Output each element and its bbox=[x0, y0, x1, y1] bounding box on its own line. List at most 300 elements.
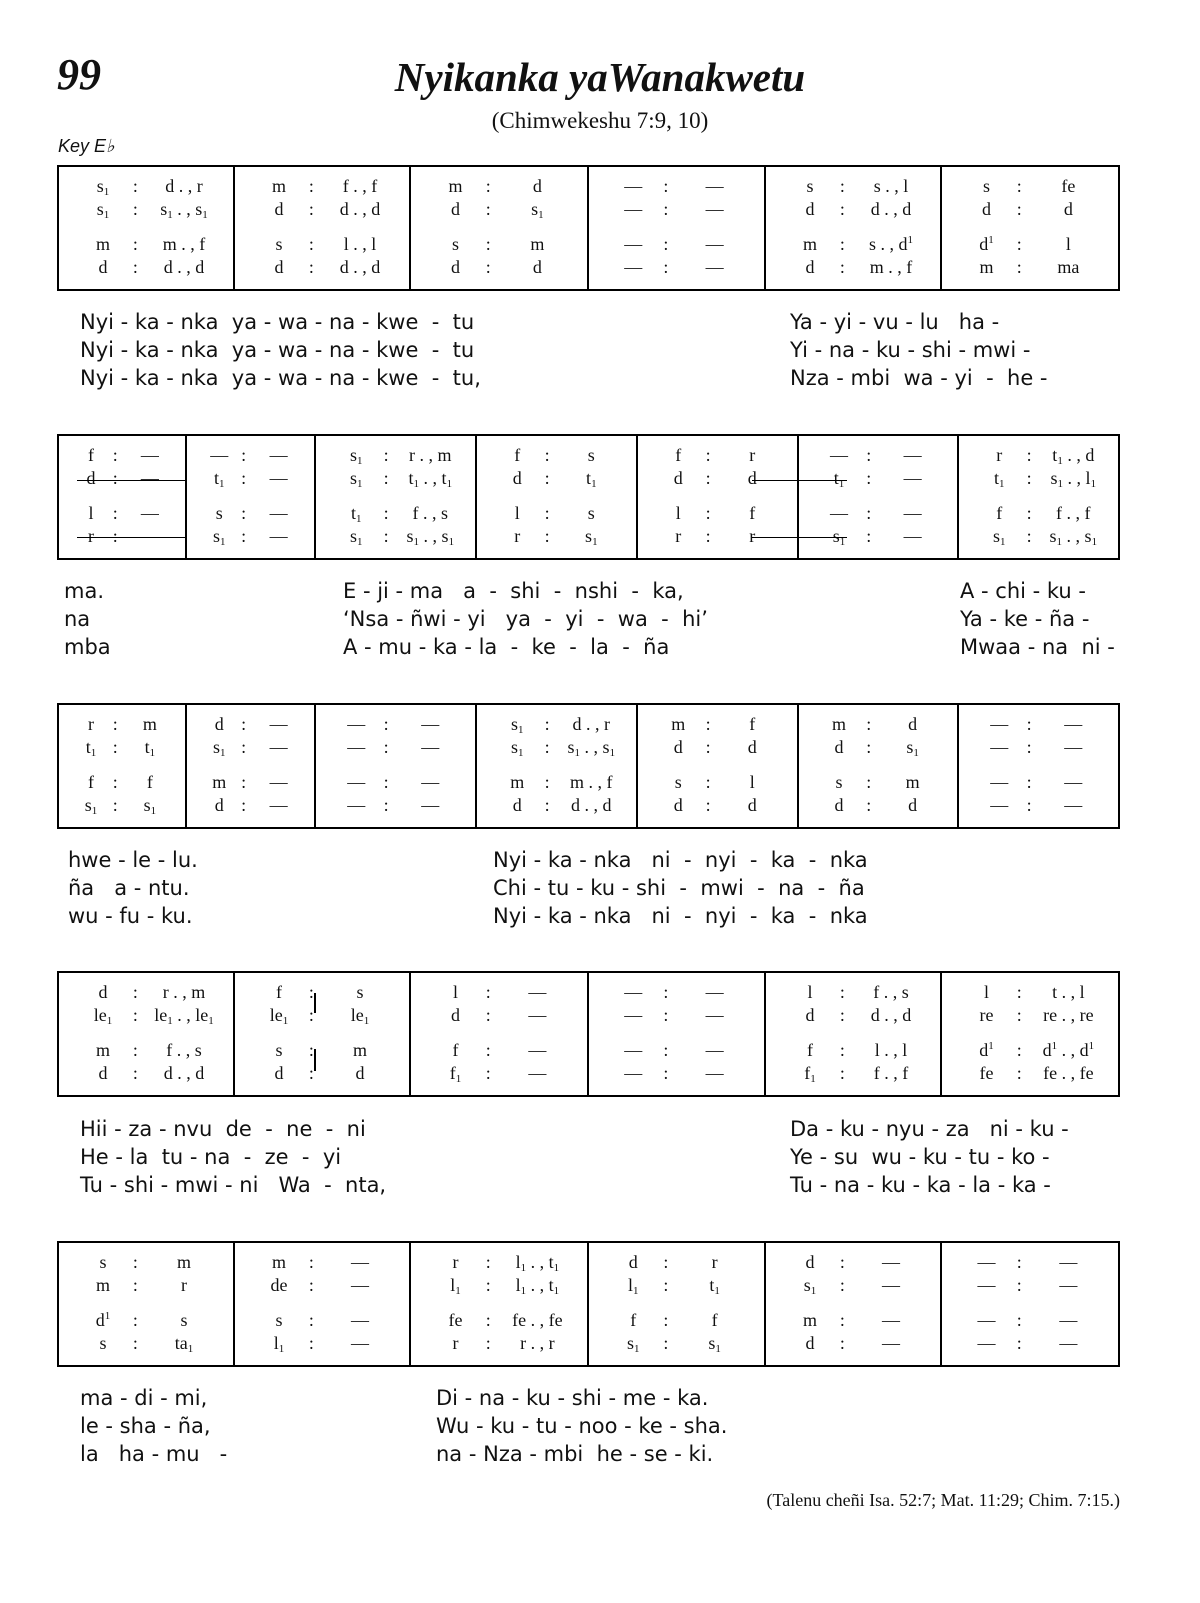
note-beat: — bbox=[881, 1275, 900, 1295]
beat-separator: : bbox=[485, 1005, 491, 1025]
bar-line bbox=[475, 436, 477, 558]
note-beat: m bbox=[510, 772, 525, 792]
note-beat: — bbox=[624, 982, 643, 1002]
beat-separator: : bbox=[308, 176, 314, 196]
note-beat: f . , f bbox=[1056, 503, 1091, 523]
note-beat: d bbox=[274, 257, 284, 277]
beat-separator: : bbox=[839, 1310, 845, 1330]
note-beat: l . , l bbox=[343, 234, 377, 254]
note-beat: d . , d bbox=[571, 795, 612, 815]
beat-separator: : bbox=[241, 445, 247, 465]
beat-separator: : bbox=[866, 445, 872, 465]
note-beat: — bbox=[1059, 1333, 1078, 1353]
note-beat: d bbox=[805, 257, 815, 277]
hymn-title: Nyikanka yaWanakwetu bbox=[394, 54, 806, 100]
lyric-line: Yi - na - ku - shi - mwi - bbox=[790, 338, 1031, 362]
note-beat: $s_1$ bbox=[349, 468, 363, 490]
note-beat: — bbox=[421, 795, 440, 815]
note-beat: $s_1$ . , $s_1$ bbox=[160, 199, 208, 221]
note-beat: $d^1$ bbox=[95, 1310, 111, 1330]
note-beat: m bbox=[271, 1252, 286, 1272]
staff-system bbox=[57, 703, 1120, 829]
note-beat: — bbox=[1064, 737, 1083, 757]
bar-line bbox=[314, 705, 316, 827]
beat-separator: : bbox=[866, 526, 872, 546]
note-beat: m bbox=[448, 176, 463, 196]
note-beat: — bbox=[977, 1310, 996, 1330]
note-beat: $s_1$ bbox=[803, 1275, 817, 1297]
note-beat: d bbox=[450, 257, 460, 277]
note-beat: — bbox=[881, 1333, 900, 1353]
note-beat: — bbox=[705, 234, 724, 254]
beat-separator: : bbox=[663, 1063, 669, 1083]
note-beat: $t_1$ bbox=[144, 737, 156, 759]
bar-line bbox=[797, 436, 799, 558]
lyric-line: ma - di - mi, bbox=[80, 1386, 208, 1410]
lyric-line: Mwaa - na ni - bbox=[960, 635, 1115, 659]
beat-separator: : bbox=[383, 737, 389, 757]
beat-separator: : bbox=[705, 714, 711, 734]
beat-separator: : bbox=[241, 468, 247, 488]
beat-separator: : bbox=[1016, 1310, 1022, 1330]
beat-separator: : bbox=[112, 795, 118, 815]
beat-separator: : bbox=[1016, 199, 1022, 219]
beat-separator: : bbox=[1016, 234, 1022, 254]
key-signature: Key E♭ bbox=[58, 136, 115, 156]
note-beat: — bbox=[977, 1252, 996, 1272]
note-beat: s bbox=[806, 176, 814, 196]
note-beat: $t_1$ bbox=[213, 468, 225, 490]
beat-separator: : bbox=[839, 257, 845, 277]
lyric-line: Nyi - ka - nka ni - nyi - ka - nka bbox=[493, 904, 868, 928]
bar-line bbox=[233, 167, 235, 289]
note-beat: — bbox=[347, 714, 366, 734]
beat-separator: : bbox=[132, 1063, 138, 1083]
note-beat: — bbox=[990, 795, 1009, 815]
lyric-line: wu - fu - ku. bbox=[68, 904, 193, 928]
note-beat: $le_1$ bbox=[350, 1005, 370, 1027]
lyric-line: hwe - le - lu. bbox=[68, 848, 198, 872]
beat-separator: : bbox=[308, 1063, 314, 1083]
beat-separator: : bbox=[663, 257, 669, 277]
beat-separator: : bbox=[241, 772, 247, 792]
beat-separator: : bbox=[705, 526, 711, 546]
beat-separator: : bbox=[383, 714, 389, 734]
note-beat: — bbox=[528, 1063, 547, 1083]
bar-line bbox=[957, 705, 959, 827]
partial-bar-line bbox=[314, 1049, 316, 1071]
note-beat: d . , r bbox=[165, 176, 203, 196]
note-beat: r bbox=[87, 714, 94, 734]
lyric-line: Di - na - ku - shi - me - ka. bbox=[436, 1386, 709, 1410]
lyric-line: ña a - ntu. bbox=[68, 876, 190, 900]
note-beat: f bbox=[675, 445, 682, 465]
note-beat: d bbox=[532, 176, 542, 196]
note-beat: — bbox=[829, 503, 848, 523]
note-beat: — bbox=[269, 772, 288, 792]
note-beat: m bbox=[802, 1310, 817, 1330]
bar-line bbox=[185, 705, 187, 827]
note-beat: ma bbox=[1057, 257, 1080, 277]
note-beat: $ta_1$ bbox=[174, 1333, 194, 1355]
lyric-line: Ya - yi - vu - lu ha - bbox=[790, 310, 1000, 334]
note-beat: — bbox=[347, 737, 366, 757]
note-beat: d bbox=[512, 468, 522, 488]
beat-separator: : bbox=[485, 1063, 491, 1083]
lyric-line: na bbox=[64, 607, 91, 631]
beat-separator: : bbox=[663, 1333, 669, 1353]
beat-separator: : bbox=[705, 468, 711, 488]
note-beat: r bbox=[452, 1252, 459, 1272]
beat-separator: : bbox=[1026, 772, 1032, 792]
staff-system bbox=[57, 1241, 1120, 1367]
beat-separator: : bbox=[1026, 445, 1032, 465]
note-beat: l bbox=[514, 503, 520, 523]
staff-system bbox=[57, 971, 1120, 1097]
beat-separator: : bbox=[1026, 503, 1032, 523]
note-beat: r bbox=[749, 445, 756, 465]
beat-separator: : bbox=[1016, 1333, 1022, 1353]
lyric-line: Chi - tu - ku - shi - mwi - na - ña bbox=[493, 876, 865, 900]
note-beat: m bbox=[95, 1275, 110, 1295]
note-beat: $l_1$ bbox=[627, 1275, 639, 1297]
note-beat: — bbox=[421, 714, 440, 734]
note-beat: s bbox=[835, 772, 843, 792]
note-beat: — bbox=[1064, 795, 1083, 815]
beat-separator: : bbox=[839, 982, 845, 1002]
note-beat: — bbox=[903, 445, 922, 465]
note-beat: — bbox=[977, 1333, 996, 1353]
note-beat: — bbox=[528, 1040, 547, 1060]
beat-separator: : bbox=[663, 1252, 669, 1272]
note-beat: s bbox=[215, 503, 223, 523]
note-beat: — bbox=[977, 1275, 996, 1295]
note-beat: d bbox=[805, 1333, 815, 1353]
note-beat: d bbox=[805, 1005, 815, 1025]
note-beat: m bbox=[212, 772, 227, 792]
beat-separator: : bbox=[839, 1040, 845, 1060]
bar-line bbox=[587, 167, 589, 289]
lyric-line: le - sha - ña, bbox=[80, 1414, 211, 1438]
note-beat: d . , d bbox=[870, 1005, 912, 1025]
note-beat: $s_1$ bbox=[832, 526, 846, 548]
note-beat: — bbox=[269, 737, 288, 757]
note-beat: f bbox=[87, 445, 94, 465]
note-beat: f bbox=[749, 714, 756, 734]
note-beat: $f_1$ bbox=[804, 1063, 816, 1085]
lyric-line: Nyi - ka - nka ya - wa - na - kwe - tu bbox=[80, 310, 475, 334]
beat-separator: : bbox=[308, 257, 314, 277]
beat-separator: : bbox=[544, 445, 550, 465]
beat-separator: : bbox=[383, 795, 389, 815]
note-beat: d bbox=[214, 714, 224, 734]
note-beat: re . , re bbox=[1043, 1005, 1094, 1025]
bar-line bbox=[957, 436, 959, 558]
note-beat: m bbox=[905, 772, 920, 792]
note-beat: — bbox=[350, 1333, 369, 1353]
note-beat: m bbox=[530, 234, 545, 254]
note-beat: d bbox=[747, 737, 757, 757]
beat-separator: : bbox=[1026, 526, 1032, 546]
lyric-line: He - la tu - na - ze - yi bbox=[80, 1145, 342, 1169]
note-beat: f . , f bbox=[342, 176, 378, 196]
note-beat: l bbox=[452, 982, 458, 1002]
note-beat: $s_1$ bbox=[585, 526, 598, 548]
beat-separator: : bbox=[241, 714, 247, 734]
beat-separator: : bbox=[544, 714, 550, 734]
note-beat: $t_1$ . , $t_1$ bbox=[408, 468, 453, 490]
beat-separator: : bbox=[485, 1275, 491, 1295]
beat-separator: : bbox=[241, 737, 247, 757]
note-beat: r bbox=[711, 1252, 718, 1272]
beat-separator: : bbox=[485, 1333, 491, 1353]
bar-line bbox=[409, 1243, 411, 1365]
lyric-line: na - Nza - mbi he - se - ki. bbox=[436, 1442, 714, 1466]
partial-bar-line bbox=[314, 993, 316, 1013]
lyric-line: ma. bbox=[64, 579, 105, 603]
note-beat: m . , f bbox=[570, 772, 613, 792]
note-beat: — bbox=[705, 1005, 724, 1025]
note-beat: d bbox=[673, 795, 683, 815]
beat-separator: : bbox=[132, 1275, 138, 1295]
beat-separator: : bbox=[663, 1040, 669, 1060]
footnote: (Talenu cheñi Isa. 52:7; Mat. 11:29; Chim. 7:15.) bbox=[766, 1490, 1120, 1510]
beat-separator: : bbox=[544, 737, 550, 757]
beat-separator: : bbox=[866, 772, 872, 792]
note-beat: $l_1$ . , $t_1$ bbox=[515, 1275, 560, 1297]
note-beat: — bbox=[350, 1310, 369, 1330]
beat-separator: : bbox=[705, 737, 711, 757]
hymn-number: 99 bbox=[57, 50, 101, 99]
note-beat: d bbox=[355, 1063, 365, 1083]
note-beat: — bbox=[347, 772, 366, 792]
bar-line bbox=[940, 1243, 942, 1365]
beat-separator: : bbox=[1026, 795, 1032, 815]
note-beat: — bbox=[624, 1005, 643, 1025]
beat-separator: : bbox=[839, 199, 845, 219]
note-beat: s bbox=[275, 1040, 283, 1060]
note-beat: f bbox=[996, 503, 1003, 523]
note-beat: d bbox=[450, 199, 460, 219]
note-beat: d bbox=[673, 737, 683, 757]
note-beat: d bbox=[908, 795, 918, 815]
note-beat: $s_1$ bbox=[626, 1333, 640, 1355]
note-beat: d bbox=[214, 795, 224, 815]
note-beat: d bbox=[673, 468, 683, 488]
beat-separator: : bbox=[839, 234, 845, 254]
beat-separator: : bbox=[839, 176, 845, 196]
beat-separator: : bbox=[132, 1040, 138, 1060]
bar-line bbox=[587, 1243, 589, 1365]
bar-line bbox=[940, 167, 942, 289]
bar-line bbox=[314, 436, 316, 558]
note-beat: f . , f bbox=[873, 1063, 909, 1083]
lyric-line: la ha - mu - bbox=[80, 1442, 228, 1466]
beat-separator: : bbox=[866, 795, 872, 815]
note-beat: l bbox=[675, 503, 681, 523]
beat-separator: : bbox=[544, 772, 550, 792]
note-beat: $s_1$ bbox=[510, 737, 524, 759]
note-beat: m bbox=[142, 714, 157, 734]
beat-separator: : bbox=[839, 1005, 845, 1025]
note-beat: m bbox=[95, 234, 110, 254]
note-beat: m bbox=[271, 176, 286, 196]
note-beat: — bbox=[140, 503, 159, 523]
note-beat: — bbox=[269, 526, 288, 546]
staff-system bbox=[57, 434, 1120, 560]
beat-separator: : bbox=[308, 1275, 314, 1295]
lyric-line: Da - ku - nyu - za ni - ku - bbox=[790, 1117, 1069, 1141]
lyric-line: Ye - su wu - ku - tu - ko - bbox=[790, 1145, 1050, 1169]
bar-line bbox=[409, 973, 411, 1095]
beat-separator: : bbox=[663, 1005, 669, 1025]
beat-separator: : bbox=[705, 795, 711, 815]
beat-separator: : bbox=[485, 1040, 491, 1060]
note-beat: — bbox=[269, 468, 288, 488]
note-beat: $t_1$ . , d bbox=[1052, 445, 1095, 467]
note-beat: — bbox=[1064, 772, 1083, 792]
note-beat: — bbox=[903, 526, 922, 546]
note-beat: $l_1$ bbox=[273, 1333, 285, 1355]
note-beat: — bbox=[269, 795, 288, 815]
note-beat: d . , d bbox=[163, 257, 205, 277]
note-beat: m bbox=[176, 1252, 191, 1272]
note-beat: d bbox=[747, 795, 757, 815]
note-beat: — bbox=[624, 257, 643, 277]
lyric-line: Tu - na - ku - ka - la - ka - bbox=[790, 1173, 1051, 1197]
note-beat: $s_1$ bbox=[708, 1333, 721, 1355]
note-beat: $t_1$ bbox=[833, 468, 845, 490]
note-beat: fe . , fe bbox=[512, 1310, 563, 1330]
note-beat: — bbox=[421, 772, 440, 792]
note-beat: f bbox=[514, 445, 521, 465]
beat-separator: : bbox=[866, 468, 872, 488]
note-beat: l bbox=[1065, 234, 1071, 254]
note-beat: — bbox=[829, 445, 848, 465]
lyric-line: E - ji - ma a - shi - nshi - ka, bbox=[343, 579, 684, 603]
note-beat: — bbox=[624, 1040, 643, 1060]
note-beat: s bbox=[99, 1252, 107, 1272]
beat-separator: : bbox=[839, 1333, 845, 1353]
lyric-line: mba bbox=[64, 635, 111, 659]
note-beat: l bbox=[749, 772, 755, 792]
note-beat: f bbox=[275, 982, 282, 1002]
note-beat: m bbox=[802, 234, 817, 254]
partial-bar-line bbox=[185, 498, 187, 560]
note-beat: — bbox=[624, 234, 643, 254]
note-beat: d bbox=[98, 982, 108, 1002]
note-beat: $le_1$ . , $le_1$ bbox=[154, 1005, 214, 1027]
beat-separator: : bbox=[1026, 737, 1032, 757]
note-beat: r . , m bbox=[409, 445, 452, 465]
note-beat: — bbox=[350, 1275, 369, 1295]
note-beat: — bbox=[1059, 1310, 1078, 1330]
note-beat: — bbox=[705, 199, 724, 219]
lyric-line: Nyi - ka - nka ya - wa - na - kwe - tu bbox=[80, 338, 475, 362]
note-beat: r bbox=[749, 526, 756, 546]
note-beat: d bbox=[86, 468, 96, 488]
note-beat: s bbox=[982, 176, 990, 196]
beat-separator: : bbox=[308, 1333, 314, 1353]
note-beat: s bbox=[275, 1310, 283, 1330]
lyric-line: Ya - ke - ña - bbox=[960, 607, 1090, 631]
note-beat: m bbox=[352, 1040, 367, 1060]
note-beat: $le_1$ bbox=[269, 1005, 289, 1027]
note-beat: r . , m bbox=[162, 982, 206, 1002]
note-beat: $d^1$ bbox=[979, 234, 994, 254]
note-beat: $s_1$ bbox=[510, 714, 524, 736]
note-beat: m . , f bbox=[869, 257, 913, 277]
beat-separator: : bbox=[485, 234, 491, 254]
note-beat: f bbox=[749, 503, 756, 523]
scripture-reference: (Chimwekeshu 7:9, 10) bbox=[491, 108, 709, 133]
note-beat: s . , l bbox=[873, 176, 909, 196]
note-beat: f bbox=[630, 1310, 637, 1330]
note-beat: r bbox=[180, 1275, 187, 1295]
note-beat: de bbox=[270, 1275, 288, 1295]
note-beat: d bbox=[98, 257, 108, 277]
note-beat: — bbox=[421, 737, 440, 757]
bar-line bbox=[475, 705, 477, 827]
beat-separator: : bbox=[132, 1310, 138, 1330]
beat-separator: : bbox=[308, 1040, 314, 1060]
note-beat: r bbox=[87, 526, 94, 546]
note-beat: — bbox=[210, 445, 229, 465]
note-beat: $s_1$ bbox=[349, 526, 363, 548]
note-beat: $d^1$ bbox=[979, 1040, 994, 1060]
beat-separator: : bbox=[112, 772, 118, 792]
bar-line bbox=[409, 167, 411, 289]
note-beat: fe . , fe bbox=[1043, 1063, 1094, 1083]
beat-separator: : bbox=[485, 257, 491, 277]
note-beat: — bbox=[705, 176, 724, 196]
beat-separator: : bbox=[1016, 1252, 1022, 1272]
beat-separator: : bbox=[485, 1310, 491, 1330]
lyric-line: Wu - ku - tu - noo - ke - sha. bbox=[436, 1414, 728, 1438]
note-beat: $t_1$ bbox=[709, 1275, 720, 1297]
beat-separator: : bbox=[132, 1005, 138, 1025]
note-beat: d . , d bbox=[163, 1063, 205, 1083]
note-beat: m bbox=[831, 714, 846, 734]
note-beat: — bbox=[624, 176, 643, 196]
note-beat: $t_1$ bbox=[586, 468, 597, 490]
beat-separator: : bbox=[132, 982, 138, 1002]
beat-separator: : bbox=[112, 503, 118, 523]
note-beat: $s_1$ . , $s_1$ bbox=[567, 737, 616, 759]
beat-separator: : bbox=[663, 982, 669, 1002]
beat-separator: : bbox=[866, 714, 872, 734]
bar-line bbox=[587, 973, 589, 1095]
note-beat: $s_1$ . , $l_1$ bbox=[1050, 468, 1097, 490]
beat-separator: : bbox=[1016, 176, 1022, 196]
staff-system bbox=[57, 165, 1120, 291]
lyric-line: Nyi - ka - nka ya - wa - na - kwe - tu, bbox=[80, 366, 481, 390]
lyric-line: ‘Nsa - ñwi - yi ya - yi - wa - hi’ bbox=[343, 607, 708, 631]
beat-separator: : bbox=[485, 982, 491, 1002]
note-beat: m bbox=[979, 257, 994, 277]
note-beat: l . , l bbox=[874, 1040, 908, 1060]
note-beat: d . , r bbox=[572, 714, 611, 734]
note-beat: m bbox=[95, 1040, 110, 1060]
note-beat: — bbox=[881, 1252, 900, 1272]
beat-separator: : bbox=[132, 257, 138, 277]
beat-separator: : bbox=[112, 737, 118, 757]
note-beat: $s_1$ bbox=[992, 526, 1006, 548]
note-beat: — bbox=[990, 737, 1009, 757]
note-beat: l bbox=[983, 982, 989, 1002]
beat-separator: : bbox=[308, 234, 314, 254]
note-beat: — bbox=[903, 503, 922, 523]
